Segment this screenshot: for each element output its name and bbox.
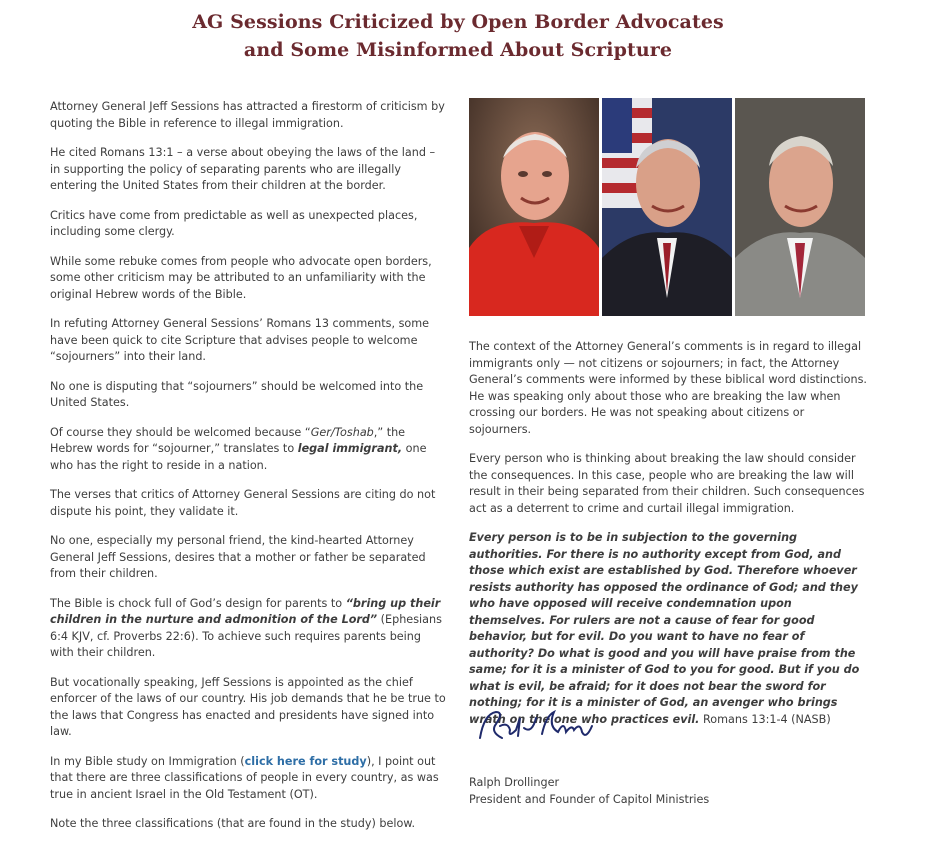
paragraph: Every person who is thinking about breaking the law should consider the consequences. In this case, people who are breaking the law will result in their being separated from their children. Such consequences act as a deterrent to crime and curtail illegal immigration. [469, 452, 865, 515]
emphasis: legal immigrant, [297, 442, 403, 455]
hebrew-term: Ger/Toshab [310, 425, 374, 439]
study-link[interactable]: click here for study [244, 754, 367, 768]
paragraph: No one, especially my personal friend, the kind-hearted Attorney General Jeff Sessions, desires that a mother or father be separated from their children. [50, 534, 426, 580]
text: ), I point out that there are three classifications of people in every country, as was true in ancient Israel in the Old Testament (OT). [50, 754, 439, 801]
text: (Ephesians 6:4 KJV, cf. Proverbs 22:6). To achieve such requires parents being with their children. [50, 613, 442, 659]
text: The Bible is chock full of God’s design for parents to [50, 596, 346, 610]
signer-name: Ralph Drollinger [469, 776, 560, 789]
photo-franklin-graham [735, 98, 865, 316]
paragraph: He cited Romans 13:1 – a verse about obeying the laws of the land – in supporting the policy of separating parents who are illegally entering the United States from their children at the border. [50, 146, 436, 192]
paragraph: The verses that critics of Attorney General Sessions are citing do not dispute his point, they validate it. [50, 488, 436, 518]
paragraph: The context of the Attorney General’s comments is in regard to illegal immigrants only — not citizens or sojourners; in fact, the Attorney General’s comments were informed by these biblical word distinctions. He was speaking only about those who are breaking the law when crossing our borders. He was not speaking about citizens or sojourners. [469, 340, 867, 436]
paragraph: In refuting Attorney General Sessions’ Romans 13 comments, some have been quick to cite Scripture that advises people to welcome “sojourners” into their land. [50, 317, 430, 363]
paragraph: Note the three classifications (that are found in the study) below. [50, 817, 416, 830]
signer-block [469, 775, 709, 808]
paragraph: Attorney General Jeff Sessions has attracted a firestorm of criticism by quoting the Bible in reference to illegal immigration. [50, 100, 445, 130]
right-column [469, 339, 867, 741]
paragraph: Critics have come from predictable as well as unexpected places, including some clergy. [50, 208, 418, 238]
scripture-reference: Romans 13:1-4 (NASB) [699, 712, 831, 726]
photo-cardinal [469, 98, 599, 316]
signature-image [474, 704, 604, 748]
paragraph [50, 754, 446, 804]
title-line-1: AG Sessions Criticized by Open Border Advocates [192, 11, 724, 33]
scripture-passage [469, 530, 867, 728]
text: In my Bible study on Immigration ( [50, 754, 245, 768]
paragraph: While some rebuke comes from people who advocate open borders, some other criticism may be attributed to an unfamiliarity with the original Hebrew words of the Bible. [50, 254, 432, 301]
scripture-quote: “bring up their children in the nurture and admonition of the Lord” [50, 596, 441, 626]
photo-strip [469, 98, 865, 316]
text: one who has the right to reside in a nation. [50, 442, 427, 472]
text: ,” the Hebrew words for “sojourner,” translates to [50, 425, 406, 455]
paragraph [50, 425, 446, 475]
paragraph [50, 596, 446, 662]
signer-title: President and Founder of Capitol Ministries [469, 792, 710, 806]
text: Of course they should be welcomed because “ [50, 425, 311, 439]
left-column [50, 99, 446, 846]
page-title [0, 8, 916, 64]
title-line-2: and Some Misinformed About Scripture [243, 39, 673, 61]
scripture-quote: Every person is to be in subjection to the governing authorities. For there is no authority except from God, and those which exist are established by God. Therefore whoever resists authority has opposed the ordinance of God; and they who have opposed will receive condemnation upon themselves. For rulers are not a cause of fear for good behavior, but for evil. Do you want to have no fear of authority? Do what is good and you will have praise from the same; for it is a minister of God to you for good. But if you do what is evil, be afraid; for it does not bear the sword for nothing; for it is a minister of God, an avenger who brings wrath on the one who practices evil. [469, 531, 860, 726]
paragraph: No one is disputing that “sojourners” should be welcomed into the United States. [50, 379, 424, 409]
paragraph: But vocationally speaking, Jeff Sessions is appointed as the chief enforcer of the laws of our country. His job demands that he be true to the laws that Congress has enacted and presidents have signed into law. [50, 675, 446, 738]
photo-jeff-sessions [602, 98, 732, 316]
